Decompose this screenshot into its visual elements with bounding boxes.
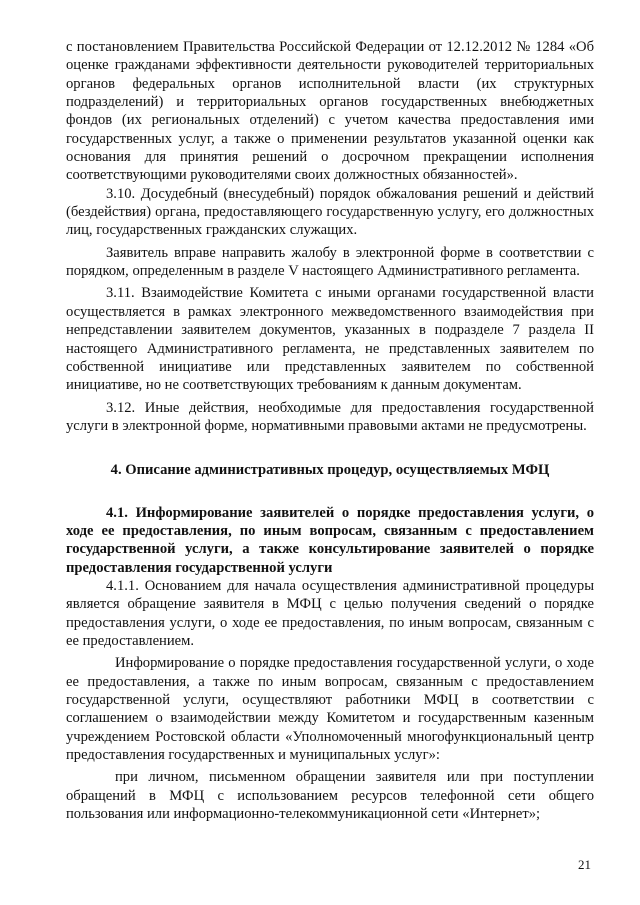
page-number: 21 — [578, 857, 591, 872]
paragraph-informing: Информирование о порядке предоставления государственной услуги, о ходе ее предоставления, а также по иным вопросам, связанным с предоставлением государственной услуги, осуществляют работники МФЦ в соответствии с соглашением о взаимодействии между Комитетом и государственным казенным учреждением Ростовской области «Уполномоченный многофункциональный центр предоставления государственных и муниципальных услуг»: — [66, 655, 594, 764]
paragraph-3-11: 3.11. Взаимодействие Комитета с иными органами государственной власти осуществляется в рамках электронного межведомственного взаимодействия при непредставлении заявителем документов, указанных в подразделе 7 раздела II настоящего Административного регламента, не представленных заявителем по собственной инициативе или представленных заявителем по собственной инициативе, но не соответствующих требованиям к данным документам. — [66, 285, 594, 394]
paragraph-3-12: 3.12. Иные действия, необходимые для предоставления государственной услуги в электронной форме, нормативными правовыми актами не предусмотрены. — [66, 399, 594, 434]
paragraph-complaint: Заявитель вправе направить жалобу в электронной форме в соответствии с порядком, определенным в разделе V настоящего Административного регламента. — [66, 244, 594, 280]
subsection-heading: 4.1. Информирование заявителей о порядке предоставления услуги, о ходе ее предоставления, по иным вопросам, связанным с предоставлением государственной услуги, а также консультирование заявителей о порядке предоставления государственной услуги — [66, 504, 594, 576]
document-page — [66, 38, 594, 823]
paragraph-continuation: с постановлением Правительства Российской Федерации от 12.12.2012 № 1284 «Об оценке гражданами эффективности деятельности руководителей территориальных органов федеральных органов исполнительной власти (их структурных подразделений) и территориальных органов государственных внебюджетных фондов (их региональных отделений) с учетом качества предоставления ими государственных услуг, а также о применении результатов указанной оценки как основания для принятия решений о досрочном прекращении исполнения соответствующими руководителями своих должностных обязанностей». — [66, 39, 594, 184]
paragraph-3-10: 3.10. Досудебный (внесудебный) порядок обжалования решений и действий (бездействия) органа, предоставляющего государственную услугу, его должностных лиц, государственных гражданских служащих. — [66, 185, 594, 239]
section-heading: 4. Описание административных процедур, осуществляемых МФЦ — [110, 462, 550, 479]
paragraph-personal-request: при личном, письменном обращении заявителя или при поступлении обращений в МФЦ с использованием ресурсов телефонной сети общего пользования или информационно-телекоммуникационной сети «Интернет»; — [66, 769, 594, 823]
paragraph-4-1-1: 4.1.1. Основанием для начала осуществления административной процедуры является обращение заявителя в МФЦ с целью получения сведений о порядке предоставления услуги, о ходе ее предоставления, по иным вопросам, связанным с ее предоставлением. — [66, 577, 594, 649]
